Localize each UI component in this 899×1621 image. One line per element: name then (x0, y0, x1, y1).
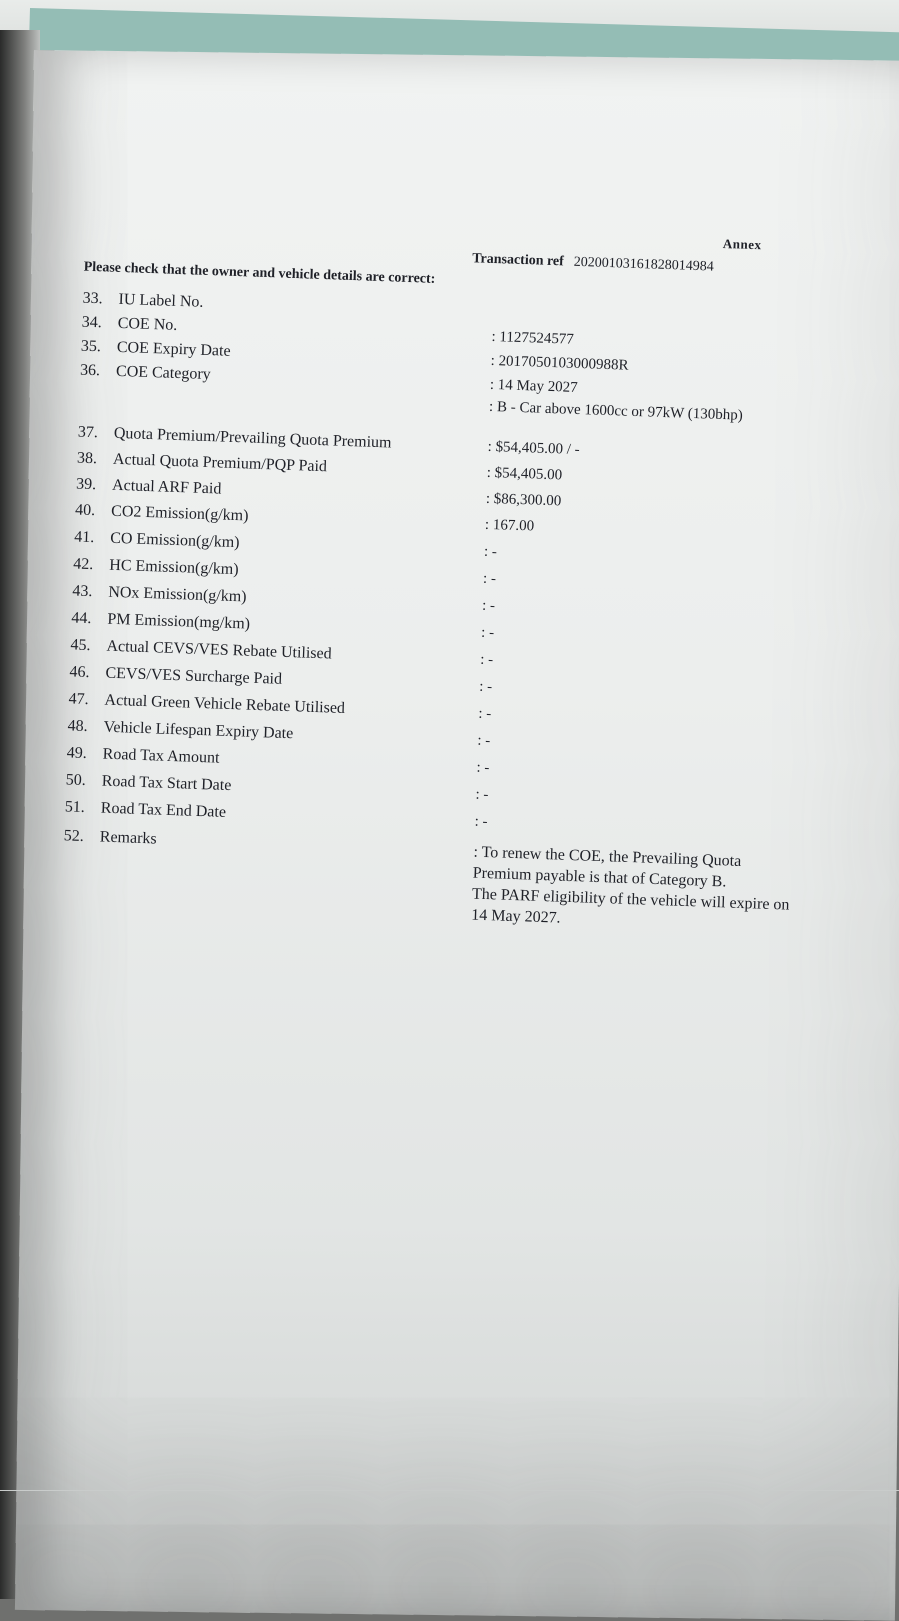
row-label: Quota Premium/Prevailing Quota Premium (113, 424, 392, 452)
row-number: 51. (64, 798, 86, 817)
row-label: Actual CEVS/VES Rebate Utilised (106, 637, 332, 663)
row-number: 34. (81, 313, 103, 332)
row-number: 42. (73, 555, 94, 574)
row-value: : $54,405.00 (486, 464, 563, 484)
row-value: : - (476, 759, 490, 777)
row-number: 47. (68, 690, 89, 709)
row-label: Road Tax Start Date (101, 772, 232, 795)
row-number (80, 384, 114, 385)
row-number: 49. (66, 744, 88, 763)
row-value: : $86,300.00 (485, 490, 562, 510)
row-label: Road Tax Amount (102, 745, 220, 767)
row-number: 48. (67, 717, 88, 736)
row-value (493, 304, 823, 316)
row-value: : 2017050103000988R (490, 352, 629, 374)
row-label: CEVS/VES Surcharge Paid (105, 664, 283, 688)
document-page (15, 50, 899, 1621)
remarks-value (471, 842, 804, 937)
row-value: : - (480, 624, 495, 642)
row-value: : 167.00 (484, 516, 535, 535)
row-label: Vehicle Lifespan Expiry Date (103, 718, 294, 743)
transaction-reference (472, 251, 714, 275)
annex-label: Annex (722, 235, 762, 253)
row-number: 36. (79, 361, 101, 380)
row-value: : - (474, 813, 488, 831)
row-label: Road Tax End Date (100, 799, 227, 821)
row-number: 46. (69, 663, 90, 682)
row-number: 37. (77, 423, 99, 442)
page-fold-line (0, 1490, 899, 1491)
transaction-ref-value: 20200103161828014984 (573, 254, 714, 275)
row-value: : - (477, 732, 491, 750)
remarks-line: The PARF eligibility of the vehicle will expire on 14 May 2027. (471, 885, 790, 927)
transaction-ref-label: Transaction ref (471, 251, 565, 270)
row-number: 38. (76, 449, 98, 468)
row-label: HC Emission(g/km) (109, 556, 239, 579)
row-number: 44. (71, 609, 92, 628)
row-label: COE Category (115, 362, 211, 384)
row-number: 50. (65, 771, 87, 790)
row-label: PM Emission(mg/km) (107, 610, 251, 633)
row-value: : - (478, 705, 492, 723)
row-value: : - (479, 678, 493, 696)
row-number: 43. (72, 582, 93, 601)
row-value: : - (479, 651, 494, 669)
row-label: CO2 Emission(g/km) (110, 502, 249, 525)
row-value: : B - Car above 1600cc or 97kW (130bhp) (488, 398, 744, 424)
row-value: : 14 May 2027 (489, 376, 578, 396)
row-value: : 1127524577 (491, 328, 575, 348)
row-label: COE No. (117, 314, 178, 334)
instruction-text: Please check that the owner and vehicle details are correct: (83, 259, 436, 287)
row-number: 40. (74, 501, 96, 520)
row-value: : - (481, 597, 496, 615)
row-label: NOx Emission(g/km) (108, 583, 247, 606)
row-number: 52. (63, 827, 85, 846)
row-label: Actual Quota Premium/PQP Paid (112, 450, 328, 476)
row-value: : - (483, 543, 498, 561)
row-value: : - (475, 786, 489, 804)
row-value: : $54,405.00 / - (487, 438, 580, 459)
remarks-label: Remarks (99, 828, 157, 848)
detail-row (31, 288, 899, 319)
row-label: CO Emission(g/km) (109, 529, 240, 552)
row-number: 35. (80, 337, 102, 356)
row-label: IU Label No. (118, 290, 204, 311)
row-label: COE Expiry Date (116, 338, 231, 360)
row-number: 45. (70, 636, 91, 655)
row-number: 41. (73, 528, 95, 547)
row-label: Actual ARF Paid (111, 476, 222, 498)
row-number: 33. (82, 289, 103, 308)
row-number: 39. (75, 475, 97, 494)
row-label: Actual Green Vehicle Rebate Utilised (104, 691, 346, 718)
row-value: : - (482, 570, 497, 588)
document-content (1, 32, 899, 1162)
remarks-line: : To renew the COE, the Prevailing Quota Premium payable is that of Category B. (472, 843, 742, 891)
